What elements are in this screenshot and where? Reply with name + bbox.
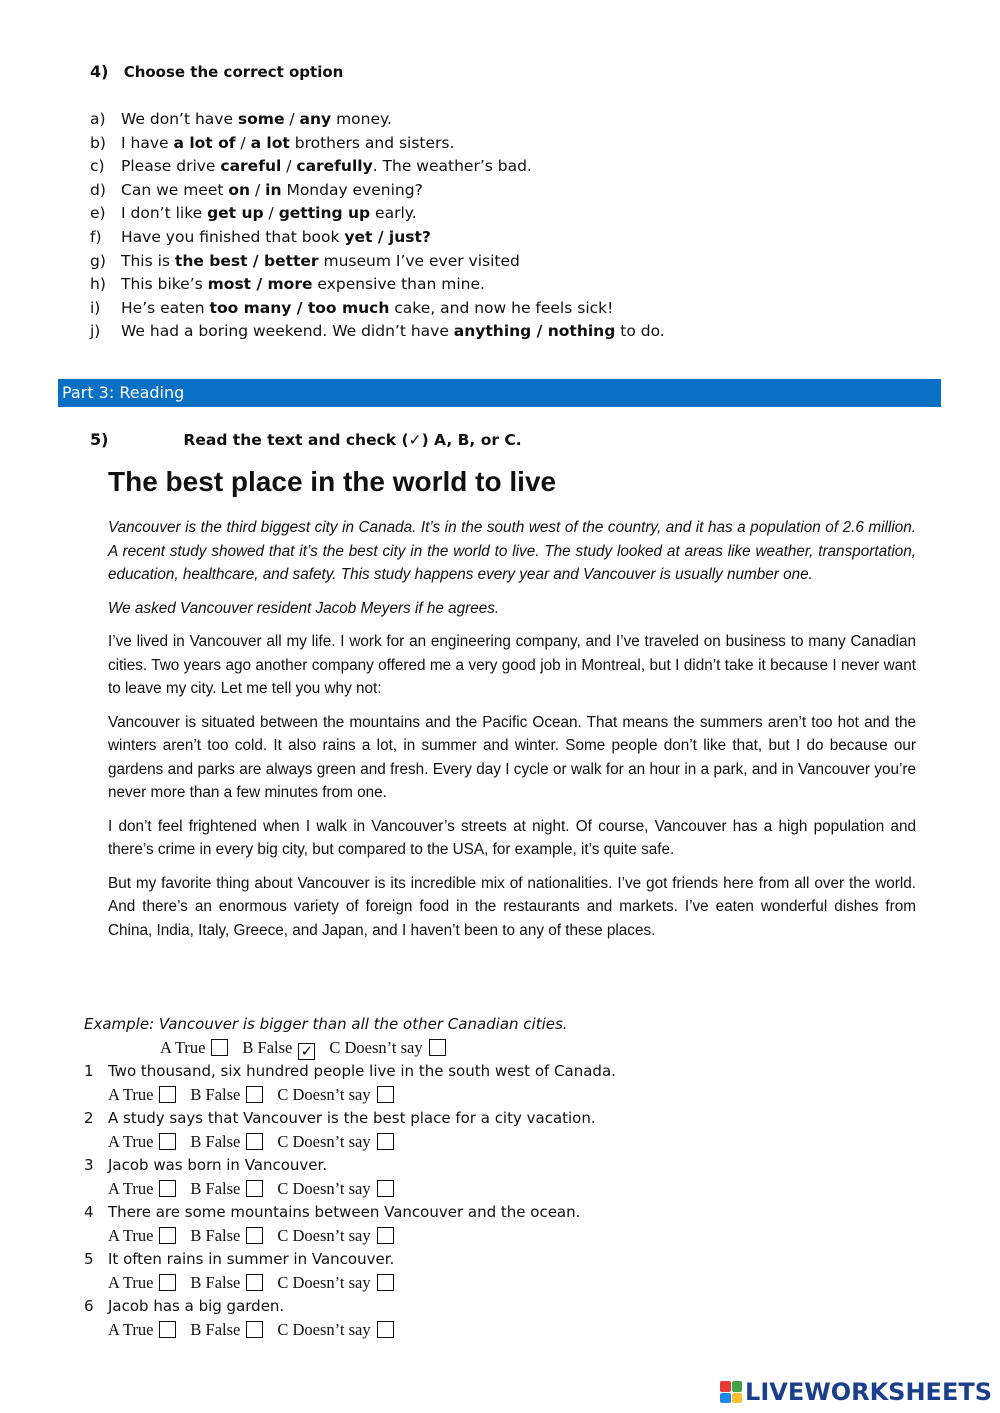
article-paragraph: But my favorite thing about Vancouver is its incredible mix of nationalities. I’ve got friends here from all over the world. And there’s an enormous variety of foreign food in the restaurants and markets. I’ve eaten wonderful dishes from China, India, Italy, Greece, and Japan, and I haven’t been to any of these places. <box>108 874 916 939</box>
question-text: It often rains in summer in Vancouver. <box>108 1250 395 1268</box>
exercise-4-header <box>90 62 343 81</box>
choice-c <box>277 1318 393 1341</box>
example-checkbox-c[interactable] <box>429 1039 446 1056</box>
option-item <box>90 297 665 321</box>
q1-checkbox-c[interactable] <box>377 1086 394 1103</box>
choice-label: A True <box>160 1038 206 1057</box>
sentence-text: We don’t have <box>121 110 238 128</box>
q1-checkbox-a[interactable] <box>159 1086 176 1103</box>
question-text: Jacob has a big garden. <box>108 1297 285 1315</box>
choice-label: C Doesn’t say <box>277 1273 371 1292</box>
choice-a <box>108 1177 176 1200</box>
choice-word: a lot <box>250 133 290 152</box>
option-letter: b) <box>90 133 106 152</box>
sentence-text: This bike’s <box>121 275 208 294</box>
example-statement: Example: Vancouver is bigger than all the other Canadian cities. <box>84 1015 568 1033</box>
option-letter: e) <box>90 204 106 223</box>
option-item <box>90 202 665 226</box>
choice-label: A True <box>108 1085 154 1104</box>
choice-word: a lot of <box>173 133 236 152</box>
choice-b <box>242 1036 315 1060</box>
article-title: The best place in the world to live <box>108 466 557 497</box>
logo-square <box>720 1393 731 1404</box>
question-statement <box>84 1106 784 1130</box>
sentence-text: early. <box>370 204 417 223</box>
choice-label: B False <box>242 1038 293 1057</box>
choice-c <box>277 1224 393 1247</box>
q6-checkbox-b[interactable] <box>246 1321 263 1338</box>
choice-b <box>190 1318 263 1341</box>
sentence-text: cake, and now he feels sick! <box>389 298 614 317</box>
exercise-5-header <box>90 430 522 449</box>
exercise-5-number: 5) <box>90 430 109 449</box>
question-number: 3 <box>84 1156 94 1174</box>
question-statement <box>84 1059 784 1083</box>
sentence-text: Have you finished that book <box>121 227 345 246</box>
question-number: 2 <box>84 1109 94 1127</box>
q2-checkbox-b[interactable] <box>246 1133 263 1150</box>
choice-word: in <box>265 180 282 199</box>
question-number: 5 <box>84 1250 94 1268</box>
choice-label: C Doesn’t say <box>277 1085 371 1104</box>
option-item <box>90 273 665 297</box>
option-item <box>90 320 665 344</box>
option-letter: g) <box>90 251 106 270</box>
liveworksheets-logo <box>720 1377 992 1407</box>
question-choices <box>84 1271 784 1294</box>
option-letter: i) <box>90 298 101 317</box>
sentence-text: money. <box>331 110 392 128</box>
question-statement <box>84 1200 784 1224</box>
q3-checkbox-c[interactable] <box>377 1180 394 1197</box>
q6-checkbox-c[interactable] <box>377 1321 394 1338</box>
logo-square <box>732 1381 743 1392</box>
choice-a <box>108 1224 176 1247</box>
question-number: 1 <box>84 1062 94 1080</box>
q5-checkbox-c[interactable] <box>377 1274 394 1291</box>
choice-label: C Doesn’t say <box>329 1038 423 1057</box>
choice-word: too many / too much <box>209 298 390 317</box>
choice-word: the best / better <box>174 251 319 270</box>
q2-checkbox-c[interactable] <box>377 1133 394 1150</box>
article-paragraph: I don’t feel frightened when I walk in Vancouver’s streets at night. Of course, Vancouver has a high population and there’s crime in every big city, but compared to the USA, for example, it’s quite safe. <box>108 817 916 858</box>
choice-c <box>277 1083 393 1106</box>
choice-word: most / more <box>207 275 313 294</box>
sentence-text: This is <box>121 251 175 270</box>
option-letter: a) <box>90 110 106 128</box>
choice-word: carefully <box>296 157 373 176</box>
choice-a <box>108 1318 176 1341</box>
choice-label: C Doesn’t say <box>277 1320 371 1339</box>
option-letter: j) <box>90 322 101 341</box>
choice-label: B False <box>190 1085 241 1104</box>
choice-label: C Doesn’t say <box>277 1132 371 1151</box>
question-choices <box>84 1083 784 1106</box>
sentence-text: . The weather’s bad. <box>372 157 532 176</box>
sentence-text: / <box>235 133 251 152</box>
option-item <box>90 155 665 179</box>
question-choices <box>84 1224 784 1247</box>
exercise-4-title: Choose the correct option <box>123 63 344 81</box>
sentence-text: Monday evening? <box>281 180 423 199</box>
example-choices <box>84 1036 784 1059</box>
sentence-text: / <box>263 204 279 223</box>
question-statement <box>84 1294 784 1318</box>
article-paragraph: We asked Vancouver resident Jacob Meyers if he agrees. <box>108 599 500 617</box>
choice-b <box>190 1083 263 1106</box>
choice-word: getting up <box>278 204 371 223</box>
choice-b <box>190 1130 263 1153</box>
choice-c <box>277 1271 393 1294</box>
example-checkbox-b[interactable]: ✓ <box>298 1043 315 1060</box>
q4-checkbox-c[interactable] <box>377 1227 394 1244</box>
choice-label: A True <box>108 1132 154 1151</box>
q3-checkbox-a[interactable] <box>159 1180 176 1197</box>
sentence-text: He’s eaten <box>121 298 210 317</box>
choice-word: any <box>299 110 332 128</box>
question-text: A study says that Vancouver is the best place for a city vacation. <box>108 1109 596 1127</box>
q5-checkbox-b[interactable] <box>246 1274 263 1291</box>
choice-a <box>108 1271 176 1294</box>
q5-checkbox-a[interactable] <box>159 1274 176 1291</box>
choice-word: on <box>228 180 251 199</box>
true-false-questions <box>84 1012 784 1341</box>
option-item <box>90 108 665 132</box>
logo-text: LIVEWORKSHEETS <box>745 1378 992 1406</box>
exercise-4-number: 4) <box>90 62 109 81</box>
choice-b <box>190 1271 263 1294</box>
option-item <box>90 132 665 156</box>
question-choices <box>84 1318 784 1341</box>
choice-label: C Doesn’t say <box>277 1226 371 1245</box>
choice-label: C Doesn’t say <box>277 1179 371 1198</box>
option-letter: c) <box>90 157 105 176</box>
choice-a <box>108 1130 176 1153</box>
sentence-text: to do. <box>615 322 665 341</box>
choice-c <box>329 1036 445 1059</box>
q3-checkbox-b[interactable] <box>246 1180 263 1197</box>
sentence-text: / <box>281 157 297 176</box>
article-body <box>108 516 916 952</box>
article-paragraph: Vancouver is situated between the mountains and the Pacific Ocean. That means the summers aren’t too hot and the winters aren’t too cold. It also rains a lot, in summer and winter. Some people don’t like that, but I do because our gardens and parks are always green and fresh. Every day I cycle or walk for an hour in a park, and in Vancouver you’re never more than a few minutes from one. <box>108 713 916 801</box>
sentence-text: museum I’ve ever visited <box>318 251 520 270</box>
choice-word: some <box>237 110 285 128</box>
question-statement <box>84 1153 784 1177</box>
choice-label: A True <box>108 1320 154 1339</box>
choice-b <box>190 1177 263 1200</box>
choice-word: get up <box>207 204 264 223</box>
logo-mark-icon <box>720 1381 742 1403</box>
logo-square <box>720 1381 731 1392</box>
question-choices <box>84 1177 784 1200</box>
question-text: Jacob was born in Vancouver. <box>108 1156 328 1174</box>
sentence-text: I have <box>121 133 174 152</box>
exercise-4-list <box>90 108 665 344</box>
sentence-text: / <box>284 110 300 128</box>
question-statement <box>84 1247 784 1271</box>
question-number: 4 <box>84 1203 94 1221</box>
choice-label: A True <box>108 1273 154 1292</box>
choice-label: A True <box>108 1179 154 1198</box>
option-letter: f) <box>90 227 102 246</box>
q1-checkbox-b[interactable] <box>246 1086 263 1103</box>
q2-checkbox-a[interactable] <box>159 1133 176 1150</box>
sentence-text: Can we meet <box>121 180 229 199</box>
question-text: There are some mountains between Vancouver and the ocean. <box>108 1203 581 1221</box>
exercise-5-instruction: Read the text and check (✓) A, B, or C. <box>183 431 522 449</box>
question-text: Two thousand, six hundred people live in the south west of Canada. <box>108 1062 616 1080</box>
section-header-reading: Part 3: Reading <box>58 379 941 407</box>
choice-b <box>190 1224 263 1247</box>
sentence-text: We had a boring weekend. We didn’t have <box>121 322 454 341</box>
choice-label: B False <box>190 1273 241 1292</box>
choice-label: A True <box>108 1226 154 1245</box>
question-number: 6 <box>84 1297 94 1315</box>
sentence-text: I don’t like <box>121 204 208 223</box>
article-paragraph: Vancouver is the third biggest city in Canada. It’s in the south west of the country, and it has a population of 2.6 million. A recent study showed that it’s the best city in the world to live. The study looked at areas like weather, transportation, education, healthcare, and safety. This study happens every year and Vancouver is usually number one. <box>108 519 916 583</box>
choice-word: anything / nothing <box>453 322 616 341</box>
choice-c <box>277 1177 393 1200</box>
example-checkbox-a[interactable] <box>211 1039 228 1056</box>
choice-word: careful <box>220 157 282 176</box>
option-letter: d) <box>90 180 106 199</box>
choice-label: B False <box>190 1320 241 1339</box>
q4-checkbox-a[interactable] <box>159 1227 176 1244</box>
sentence-text: / <box>250 180 266 199</box>
sentence-text: brothers and sisters. <box>289 133 455 152</box>
q6-checkbox-a[interactable] <box>159 1321 176 1338</box>
choice-c <box>277 1130 393 1153</box>
choice-label: B False <box>190 1179 241 1198</box>
article-paragraph: I’ve lived in Vancouver all my life. I work for an engineering company, and I’ve traveled on business to many Canadian cities. Two years ago another company offered me a very good job in Montreal, but I didn’t take it because I never want to leave my city. Let me tell you why not: <box>108 633 916 697</box>
choice-a <box>108 1083 176 1106</box>
choice-word: yet / just? <box>344 227 431 246</box>
option-item <box>90 179 665 203</box>
option-letter: h) <box>90 275 106 294</box>
choice-a <box>160 1036 228 1059</box>
option-item <box>90 226 665 250</box>
q4-checkbox-b[interactable] <box>246 1227 263 1244</box>
option-item <box>90 250 665 274</box>
choice-label: B False <box>190 1226 241 1245</box>
question-choices <box>84 1130 784 1153</box>
sentence-text: expensive than mine. <box>312 275 485 294</box>
logo-square <box>732 1393 743 1404</box>
sentence-text: Please drive <box>121 157 221 176</box>
choice-label: B False <box>190 1132 241 1151</box>
